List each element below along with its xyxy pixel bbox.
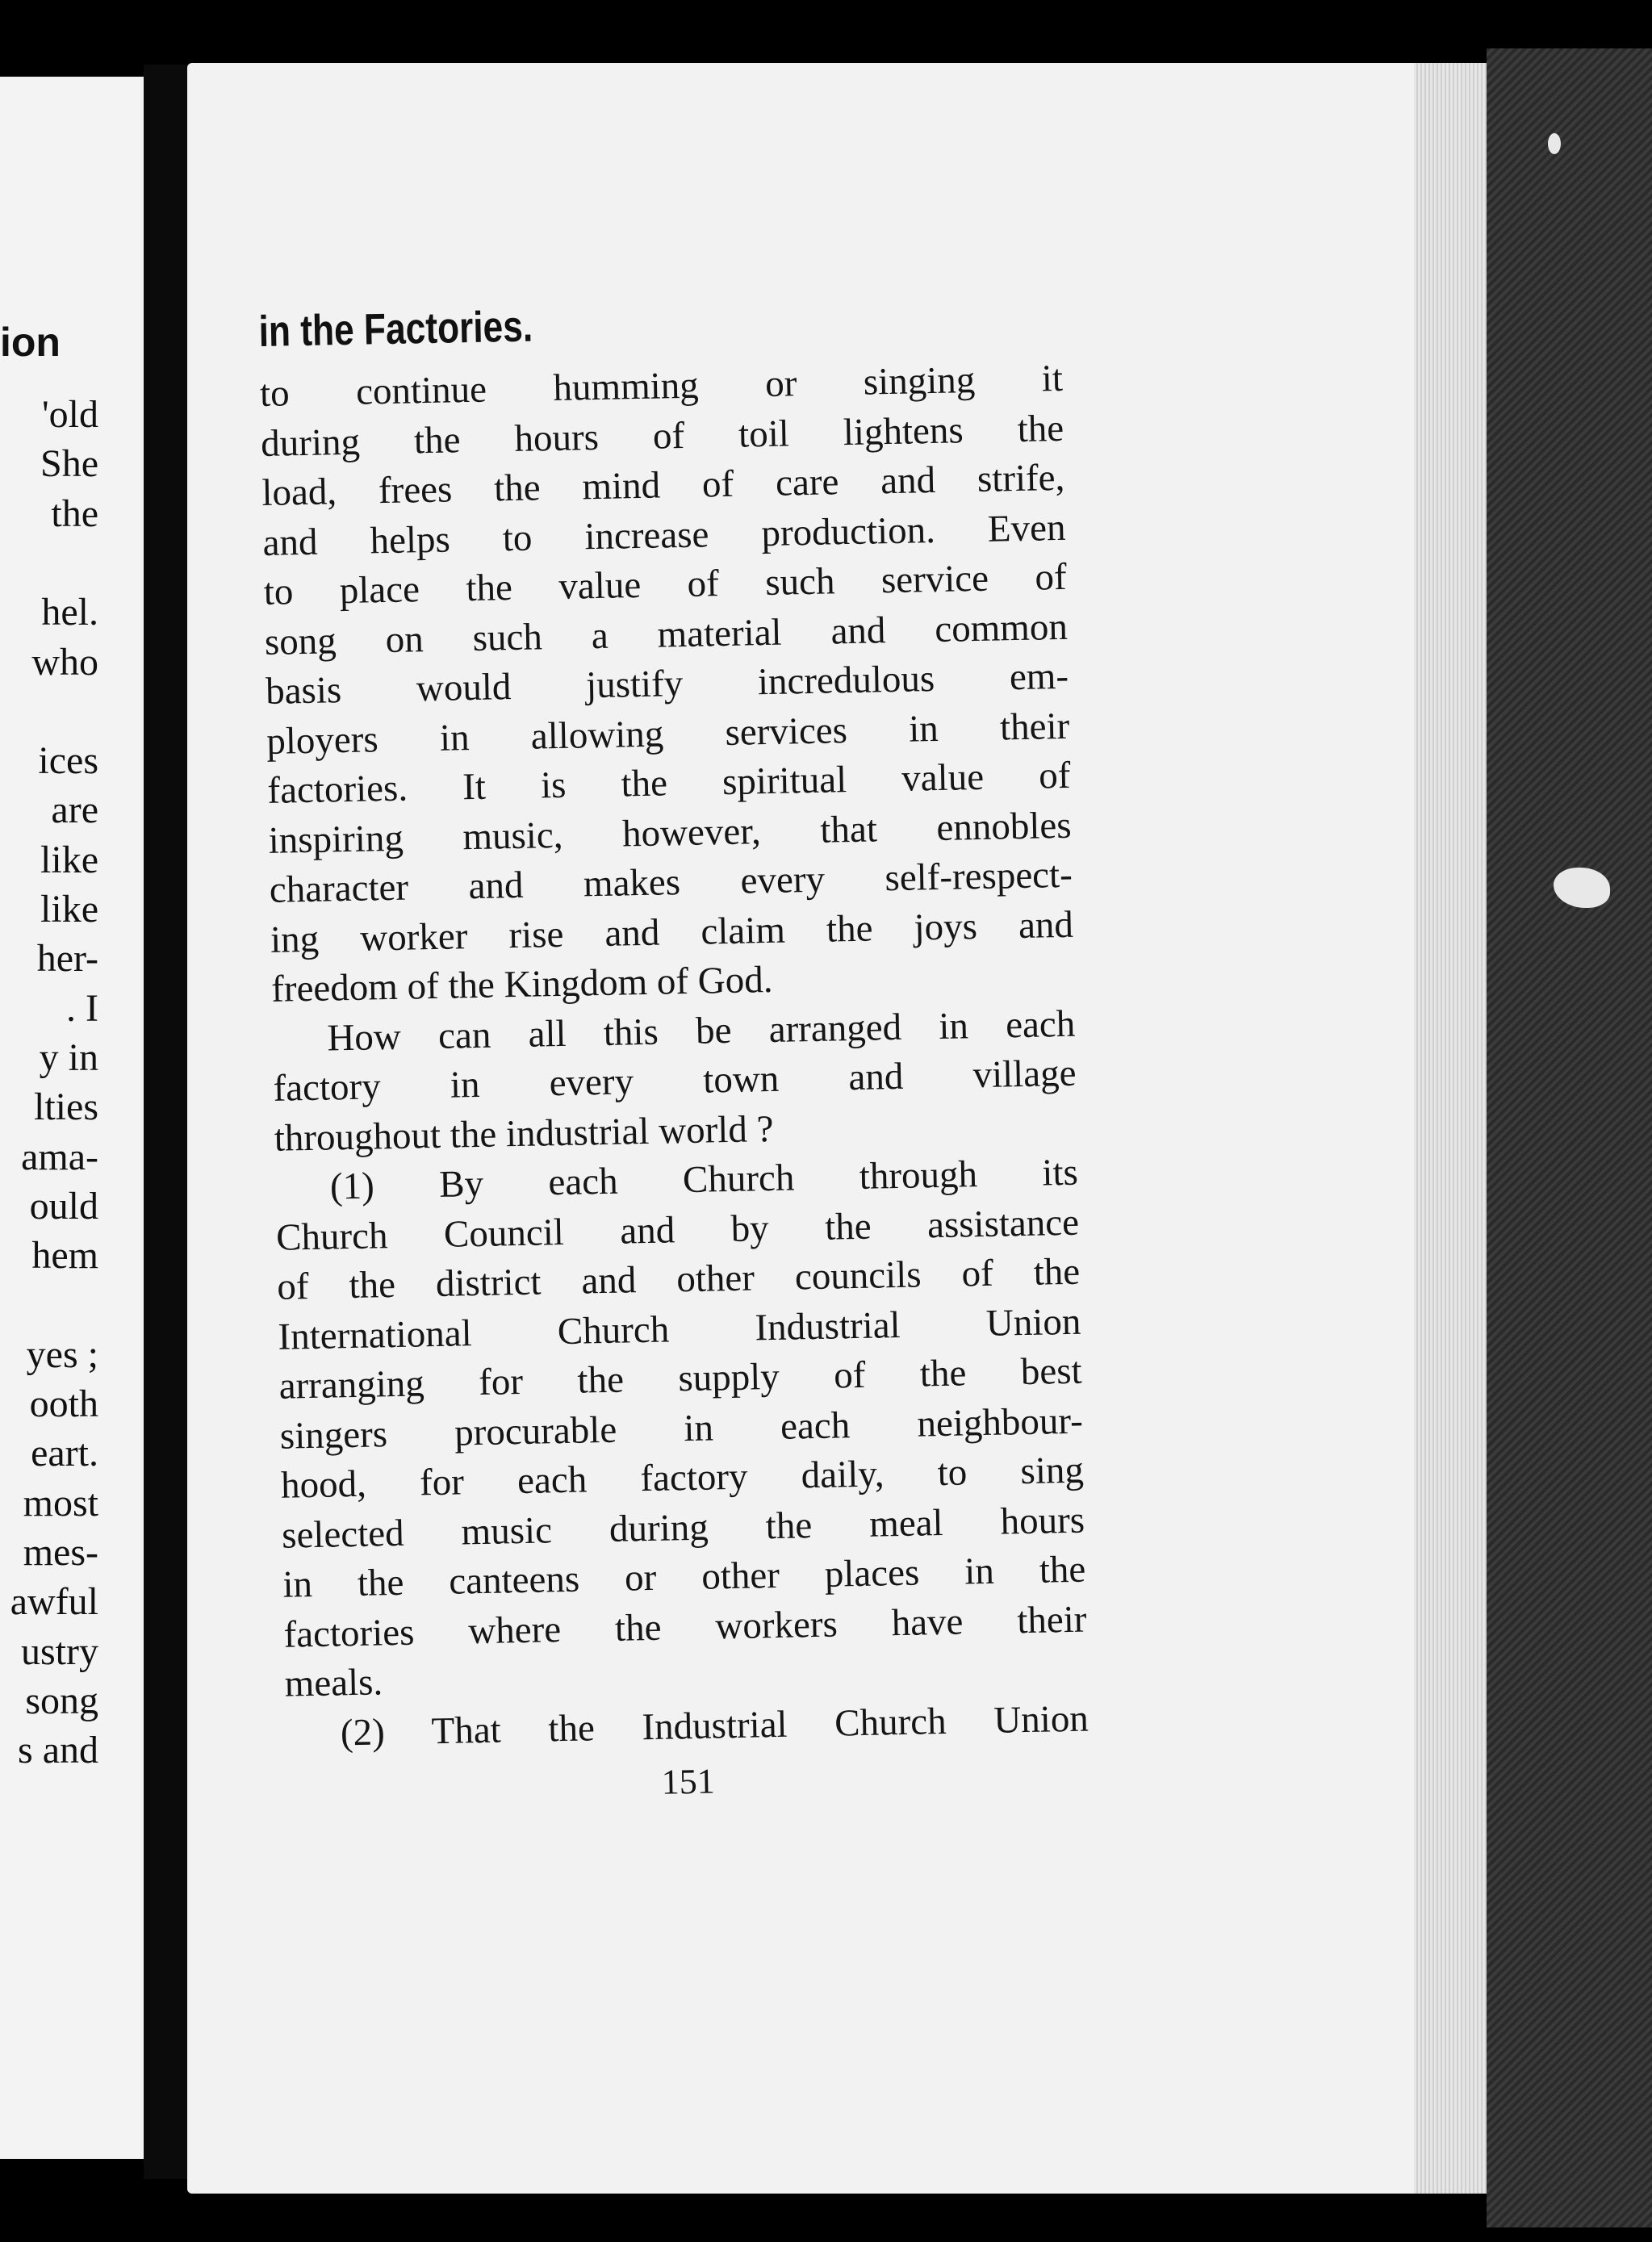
text-line: factory in every town and village xyxy=(273,1052,1077,1110)
text-line: inspiring music, however, that ennobles xyxy=(268,804,1073,862)
page-edges xyxy=(1414,63,1487,2194)
left-text-fragment: She xyxy=(40,442,98,486)
left-text-fragment: ustry xyxy=(21,1629,98,1673)
paragraph xyxy=(274,1148,1088,1709)
text-line: during the hours of toil lightens the xyxy=(260,407,1064,465)
text-line: to place the value of such service of xyxy=(263,555,1068,613)
left-text-fragment: ices xyxy=(38,739,98,783)
page-number: 151 xyxy=(661,1761,716,1802)
left-text-fragment: 'old xyxy=(42,393,98,436)
left-text-fragment: mes- xyxy=(23,1530,98,1574)
text-line: in the canteens or other places in the xyxy=(282,1548,1086,1606)
text-line: of the district and other councils of the xyxy=(276,1250,1081,1308)
text-line: song on such a material and common xyxy=(264,605,1069,663)
text-line: (1) By each Church through its xyxy=(329,1151,1079,1208)
text-line: load, frees the mind of care and strife, xyxy=(261,456,1065,514)
text-line: selected music during the meal hours xyxy=(281,1499,1085,1557)
text-line: hood, for each factory daily, to sing xyxy=(280,1449,1085,1507)
text-line: meals. xyxy=(284,1661,383,1705)
text-line: to continue humming or singing it xyxy=(259,357,1064,415)
text-line: Church Council and by the assistance xyxy=(275,1201,1080,1259)
text-line: freedom of the Kingdom of God. xyxy=(270,958,773,1010)
text-line: (2) That the Industrial Church Union xyxy=(340,1697,1089,1754)
left-text-fragment: her- xyxy=(36,937,98,981)
left-text-fragment: like xyxy=(40,888,98,931)
left-text-fragment: most xyxy=(23,1481,98,1525)
left-page xyxy=(0,77,145,2159)
left-text-fragment: y in xyxy=(39,1035,98,1079)
text-line: singers procurable in each neighbour- xyxy=(279,1399,1084,1458)
left-text-fragment: . I xyxy=(66,986,98,1030)
book-gutter xyxy=(144,65,190,2179)
left-text-fragment: like xyxy=(40,838,98,881)
text-line: ing worker rise and claim the joys and xyxy=(270,903,1074,961)
paragraph xyxy=(259,354,1074,1014)
left-text-fragment: hel. xyxy=(41,591,98,634)
text-line: and helps to increase production. Even xyxy=(262,506,1066,564)
left-text-fragment: ama- xyxy=(21,1135,98,1178)
left-text-fragment: yes ; xyxy=(26,1332,98,1376)
left-text-fragment: eart. xyxy=(31,1432,98,1475)
left-text-fragment: awful xyxy=(10,1580,98,1624)
left-text-fragment: ould xyxy=(29,1184,98,1228)
left-text-fragment: ooth xyxy=(29,1382,98,1425)
paragraph xyxy=(272,999,1077,1164)
running-head: in the Factories. xyxy=(258,302,533,356)
left-page-heading-fragment: ion xyxy=(0,320,61,365)
text-line: basis would justify incredulous em- xyxy=(265,655,1069,713)
left-text-fragment: who xyxy=(31,640,98,684)
text-line: ployers in allowing services in their xyxy=(266,705,1070,763)
cover-worn-spot xyxy=(1548,133,1561,154)
text-line: throughout the industrial world ? xyxy=(274,1107,774,1160)
text-line: character and makes every self-respect- xyxy=(269,853,1073,911)
text-line: International Church Industrial Union xyxy=(278,1300,1081,1358)
left-text-fragment: s and xyxy=(18,1729,98,1772)
text-line: factories. It is the spiritual value of xyxy=(267,754,1071,812)
left-text-fragment: lties xyxy=(34,1085,98,1129)
left-text-fragment: are xyxy=(51,788,98,832)
text-line: factories where the workers have their xyxy=(283,1598,1087,1656)
left-text-fragment: the xyxy=(51,491,98,535)
page-text-block xyxy=(258,291,1090,1810)
left-text-fragment: hem xyxy=(31,1234,98,1278)
body-text xyxy=(259,354,1089,1759)
text-line: How can all this be arranged in each xyxy=(326,1002,1076,1060)
text-line: arranging for the supply of the best xyxy=(278,1349,1083,1408)
left-text-fragment: song xyxy=(25,1679,98,1722)
book-cover-board xyxy=(1487,48,1652,2227)
